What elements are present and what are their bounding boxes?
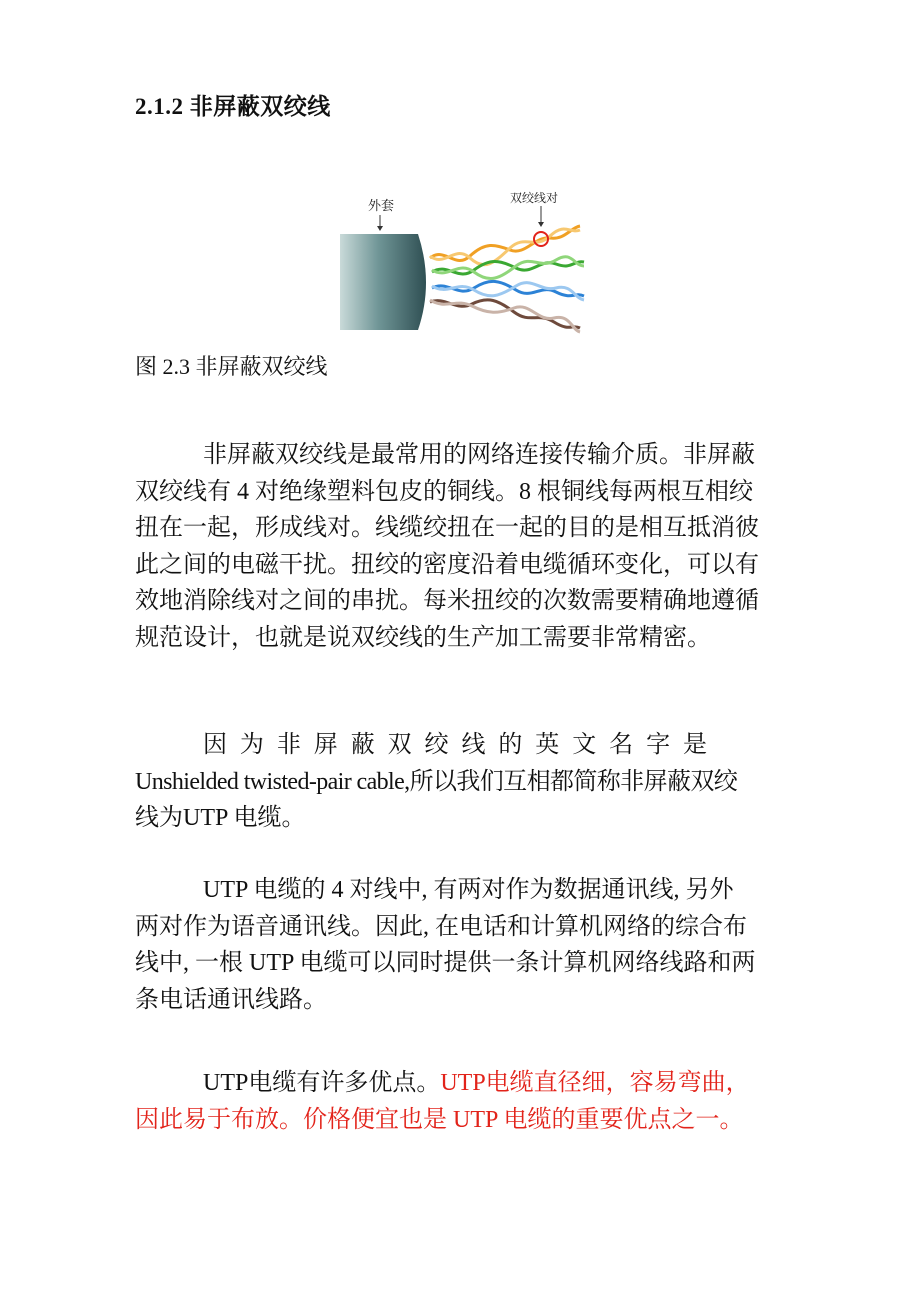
char: 绞 <box>424 732 449 758</box>
cable-jacket <box>340 234 426 330</box>
highlighted-text: UTP电缆直径细，容易弯曲， <box>440 1070 750 1096</box>
text-line: 线为UTP 电缆。 <box>135 805 306 831</box>
char: 英 <box>535 732 560 758</box>
paragraph-3 <box>135 872 775 1018</box>
text-line: 扭在一起，形成线对。线缆绞扭在一起的目的是相互抵消彼 <box>135 515 759 541</box>
char: 非 <box>276 732 301 758</box>
jacket-label: 外套 <box>368 199 395 214</box>
char: 屏 <box>313 732 338 758</box>
pair-label: 双绞线对 <box>510 191 559 205</box>
char: 双 <box>387 732 412 758</box>
text-line: 双绞线有 4 对绝缘塑料包皮的铜线。8 根铜线每两根互相绞 <box>135 478 753 505</box>
text-line: Unshielded twisted-pair cable,所以我们互相都简称非屏蔽双绞 <box>135 768 738 795</box>
char: 字 <box>646 732 671 758</box>
paragraph-1 <box>135 437 775 656</box>
utp-cable-figure <box>340 188 590 336</box>
section-heading: 2.1.2 非屏蔽双绞线 <box>135 94 331 119</box>
text-line: 两对作为语音通讯线。因此, 在电话和计算机网络的综合布 <box>135 913 747 940</box>
paragraph-2 <box>135 727 775 837</box>
text-line: 效地消除线对之间的串扰。每米扭绞的次数需要精确地遵循 <box>135 588 759 614</box>
text-line-spread <box>135 727 775 764</box>
text-line: 此之间的电磁干扰。扭绞的密度沿着电缆循环变化，可以有 <box>135 551 759 578</box>
plain-text: UTP电缆有许多优点。 <box>203 1070 441 1096</box>
text-line: 规范设计，也就是说双绞线的生产加工需要非常精密。 <box>135 624 711 651</box>
char: 是 <box>682 732 707 758</box>
text-line <box>135 1065 775 1102</box>
text-line: 条电话通讯线路。 <box>135 986 327 1013</box>
pair-arrow-head <box>538 222 544 227</box>
jacket-arrow-head <box>377 226 383 231</box>
char: 为 <box>239 732 264 758</box>
char: 因 <box>203 732 227 758</box>
paragraph-4 <box>135 1065 775 1138</box>
char: 的 <box>498 732 523 758</box>
text-line: 线中, 一根 UTP 电缆可以同时提供一条计算机网络线路和两 <box>135 950 756 976</box>
highlighted-text-line: 因此易于布放。价格便宜也是 UTP 电缆的重要优点之一。 <box>135 1106 744 1133</box>
text-line: UTP 电缆的 4 对线中, 有两对作为数据通讯线, 另外 <box>203 877 734 903</box>
char: 名 <box>609 732 634 758</box>
char: 线 <box>461 732 486 758</box>
figure-caption: 图 2.3 非屏蔽双绞线 <box>135 354 328 379</box>
char: 文 <box>572 732 597 758</box>
pair-blue <box>432 281 584 300</box>
text-line: 非屏蔽双绞线是最常用的网络连接传输介质。非屏蔽 <box>203 442 755 468</box>
pair-brown <box>430 300 580 332</box>
char: 蔽 <box>350 732 375 758</box>
